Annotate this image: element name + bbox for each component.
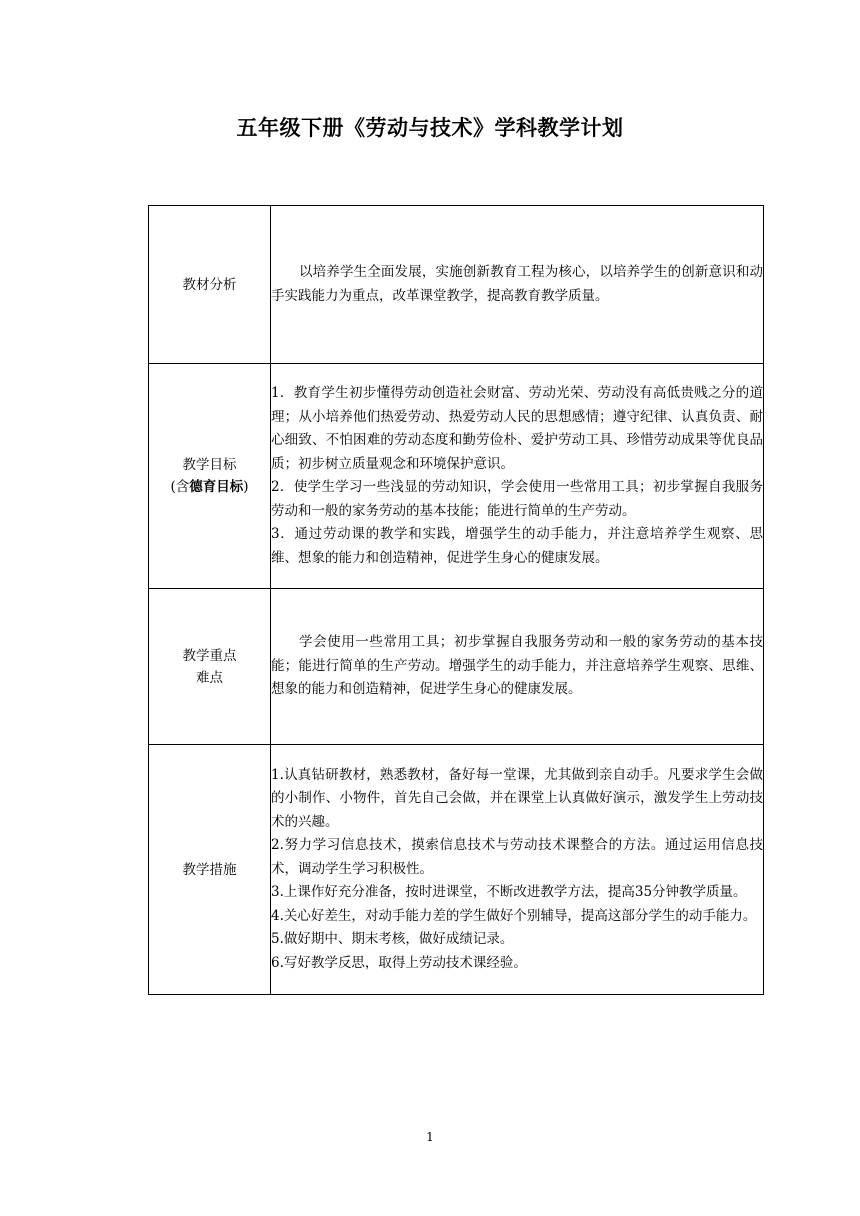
- table-row-goals: [149, 364, 764, 589]
- goals-label-bold: 德育目标: [189, 479, 244, 495]
- goals-label-suffix: ): [243, 479, 249, 495]
- analysis-label: 教材分析: [149, 206, 271, 364]
- key-points-content: [271, 589, 764, 745]
- analysis-content: [271, 206, 764, 364]
- goals-label-line1: 教学目标: [182, 457, 237, 473]
- goals-label-line2: [149, 476, 270, 498]
- goals-item: 3．通过劳动课的教学和实践，增强学生的动手能力，并注意培养学生观察、思维、想象的能力和创造精神，促进学生身心的健康发展。: [271, 526, 763, 566]
- measures-item: 3.上课作好充分准备，按时进课堂，不断改进教学方法，提高35分钟教学质量。: [271, 884, 747, 901]
- table-row-analysis: [149, 206, 764, 364]
- table-row-key-points: [149, 589, 764, 745]
- analysis-text: 以培养学生全面发展，实施创新教育工程为核心，以培养学生的创新意识和动手实践能力为重点，改革课堂教学，提高教育教学质量。: [271, 264, 763, 304]
- goals-label: [149, 364, 271, 589]
- measures-item: 5.做好期中、期末考核，做好成绩记录。: [271, 931, 514, 948]
- measures-item: 1.认真钻研教材，熟悉教材，备好每一堂课，尤其做到亲自动手。凡要求学生会做的小制作、小物件，首先自己会做，并在课堂上认真做好演示，激发学生上劳动技术的兴趣。: [271, 766, 763, 830]
- measures-item: 2.努力学习信息技术，摸索信息技术与劳动技术课整合的方法。通过运用信息技术，调动学生学习积极性。: [271, 837, 763, 877]
- table-row-measures: [149, 745, 764, 995]
- measures-item: 4.关心好差生，对动手能力差的学生做好个别辅导，提高这部分学生的动手能力。: [271, 907, 757, 924]
- measures-label: 教学措施: [149, 745, 271, 995]
- goals-item: 2．使学生学习一些浅显的劳动知识，学会使用一些常用工具；初步掌握自我服务劳动和一般的家务劳动的基本技能；能进行简单的生产劳动。: [271, 479, 763, 519]
- goals-item: 1．教育学生初步懂得劳动创造社会财富、劳动光荣、劳动没有高低贵贱之分的道理；从小培养他们热爱劳动、热爱劳动人民的思想感情；遵守纪律、认真负责、耐心细致、不怕困难的劳动态度和勤劳俭朴、爱护劳动工具、珍惜劳动成果等优良品质；初步树立质量观念和环境保护意识。: [271, 385, 763, 472]
- teaching-plan-table: [148, 205, 764, 995]
- key-points-label-line2: 难点: [196, 669, 223, 686]
- goals-label-prefix: (含: [170, 479, 190, 495]
- document-title: 五年级下册《劳动与技术》学科教学计划: [236, 115, 624, 140]
- measures-item: 6.写好教学反思，取得上劳动技术课经验。: [271, 954, 527, 971]
- goals-content: [271, 364, 764, 589]
- page-number: 1: [426, 1130, 434, 1144]
- key-points-text: 学会使用一些常用工具；初步掌握自我服务劳动和一般的家务劳动的基本技能；能进行简单的生产劳动。增强学生的动手能力，并注意培养学生观察、思维、想象的能力和创造精神，促进学生身心的健康发展。: [271, 634, 763, 698]
- measures-content: [271, 745, 764, 995]
- key-points-label: [149, 589, 271, 745]
- key-points-label-line1: 教学重点: [182, 647, 237, 664]
